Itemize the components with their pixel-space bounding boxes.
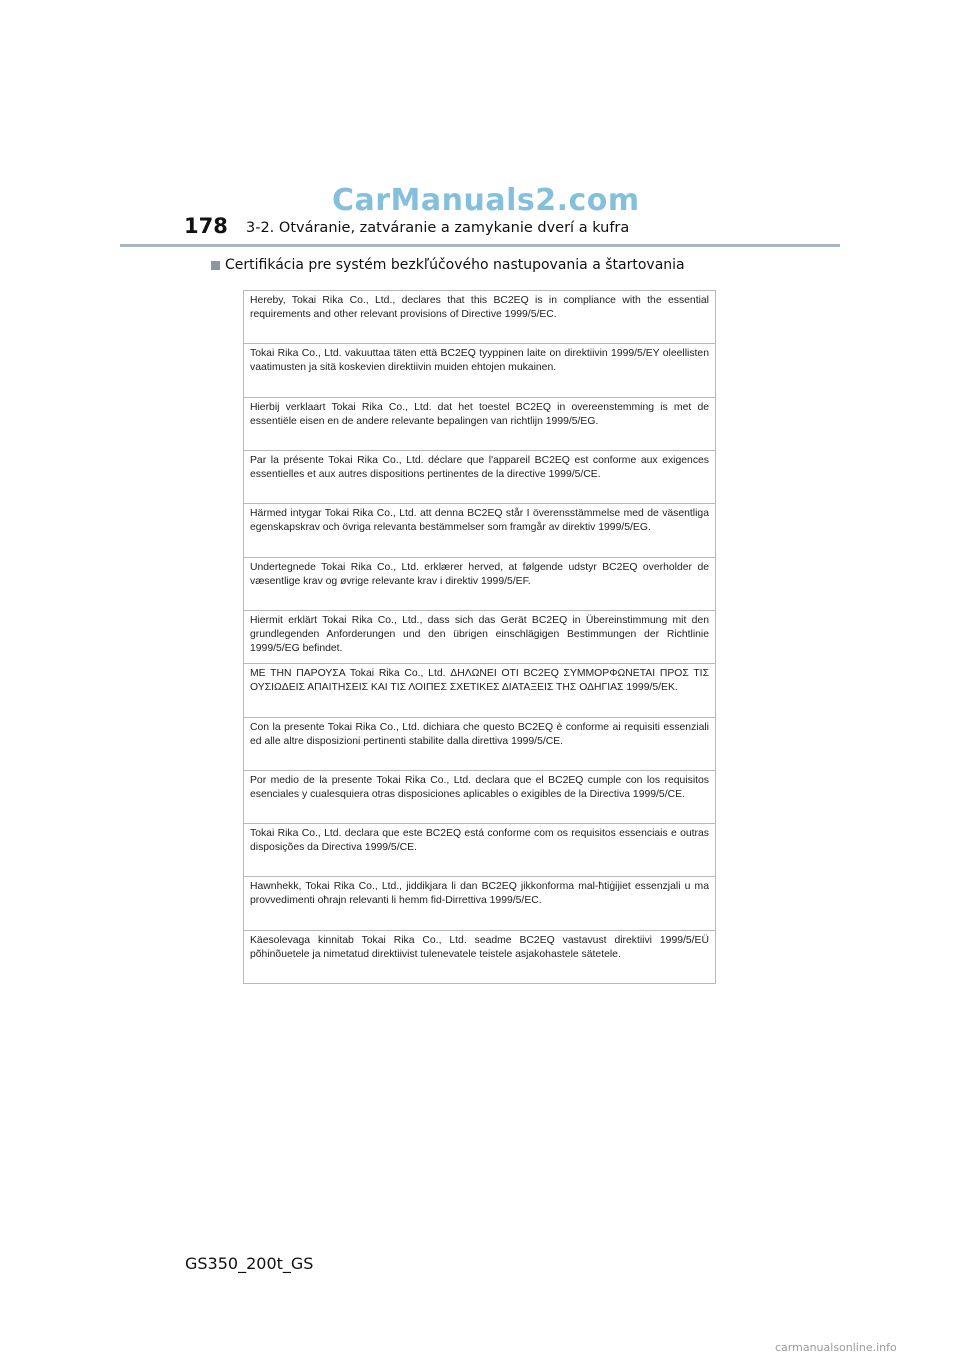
declaration-finnish: Tokai Rika Co., Ltd. vakuuttaa täten että BC2EQ tyyppinen laite on direktiivin 1999/5/EY oleellisten vaatimusten ja sitä koskevien direktiivin muiden ehtojen mukainen. [244,344,715,397]
declaration-spanish: Por medio de la presente Tokai Rika Co., Ltd. declara que el BC2EQ cumple con los requisitos esenciales y cualesquiera otras disposiciones aplicables o exigibles de la Directiva 1999/5/CE. [244,771,715,824]
declaration-estonian: Käesolevaga kinnitab Tokai Rika Co., Ltd. seadme BC2EQ vastavust direktiivi 1999/5/EÜ põhinõuetele ja nimetatud direktiivist tulenevatele teistele asjakohastele sätetele. [250,934,709,960]
declaration-portuguese: Tokai Rika Co., Ltd. declara que este BC2EQ está conforme com os requisitos essenciais e outras disposições da Directiva 1999/5/CE. [244,824,715,877]
footer-model-code: GS350_200t_GS [185,1254,314,1273]
watermark-footer: carmanualsonline.info [775,1341,897,1354]
declaration-greek: ΜΕ ΤΗΝ ΠΑΡΟΥΣΑ Tokai Rika Co., Ltd. ΔΗΛΩΝΕΙ ΟΤΙ BC2EQ ΣΥΜΜΟΡΦΩΝΕΤΑΙ ΠΡΟΣ ΤΙΣ ΟΥΣΙΩΔΕΙΣ ΑΠΑΙΤΗΣΕΙΣ ΚΑΙ ΤΙΣ ΛΟΙΠΕΣ ΣΧΕΤΙΚΕΣ ΔΙΑΤΑΞΕΙΣ ΤΗΣ ΟΔΗΓΙΑΣ 1999/5/ΕΚ. [244,664,715,717]
declaration-french: Par la présente Tokai Rika Co., Ltd. déclare que l'appareil BC2EQ est conforme aux exigences essentielles et aux autres dispositions pertinentes de la directive 1999/5/CE. [244,451,715,504]
declaration-danish: Undertegnede Tokai Rika Co., Ltd. erklærer herved, at følgende udstyr BC2EQ overholder de væsentlige krav og øvrige relevante krav i direktiv 1999/5/EF. [244,558,715,611]
declaration-maltese: Hawnhekk, Tokai Rika Co., Ltd., jiddikjara li dan BC2EQ jikkonforma mal-ħtiġijiet essenzjali u ma provvedimenti oħrajn relevanti li hemm fid-Dirrettiva 1999/5/EC. [244,877,715,930]
header-rule [120,244,840,247]
page-number: 178 [184,214,228,238]
section-heading-text: Certifikácia pre systém bezkľúčového nastupovania a štartovania [225,257,685,273]
declaration-dutch: Hierbij verklaart Tokai Rika Co., Ltd. dat het toestel BC2EQ in overeenstemming is met de essentiële eisen en de andere relevante bepalingen van richtlijn 1999/5/EG. [244,398,715,451]
square-bullet-icon [211,261,220,270]
declaration-english: Hereby, Tokai Rika Co., Ltd., declares that this BC2EQ is in compliance with the essential requirements and other relevant provisions of Directive 1999/5/EC. [244,291,715,344]
declaration-table [243,290,716,984]
declaration-italian: Con la presente Tokai Rika Co., Ltd. dichiara che questo BC2EQ è conforme ai requisiti essenziali ed alle altre disposizioni pertinenti stabilite dalla direttiva 1999/5/CE. [244,718,715,771]
chapter-title: 3-2. Otváranie, zatváranie a zamykanie dverí a kufra [246,220,630,236]
declaration-german: Hiermit erklärt Tokai Rika Co., Ltd., dass sich das Gerät BC2EQ in Übereinstimmung mit den grundlegenden Anforderungen und den übrigen einschlägigen Bestimmungen der Richtlinie 1999/5/EG befindet. [244,611,715,664]
section-heading [211,257,685,273]
watermark-logo: CarManuals2.com [332,183,640,218]
declaration-swedish: Härmed intygar Tokai Rika Co., Ltd. att denna BC2EQ står I överensstämmelse med de väsentliga egenskapskrav och övriga relevanta bestämmelser som framgår av direktiv 1999/5/EG. [244,504,715,557]
